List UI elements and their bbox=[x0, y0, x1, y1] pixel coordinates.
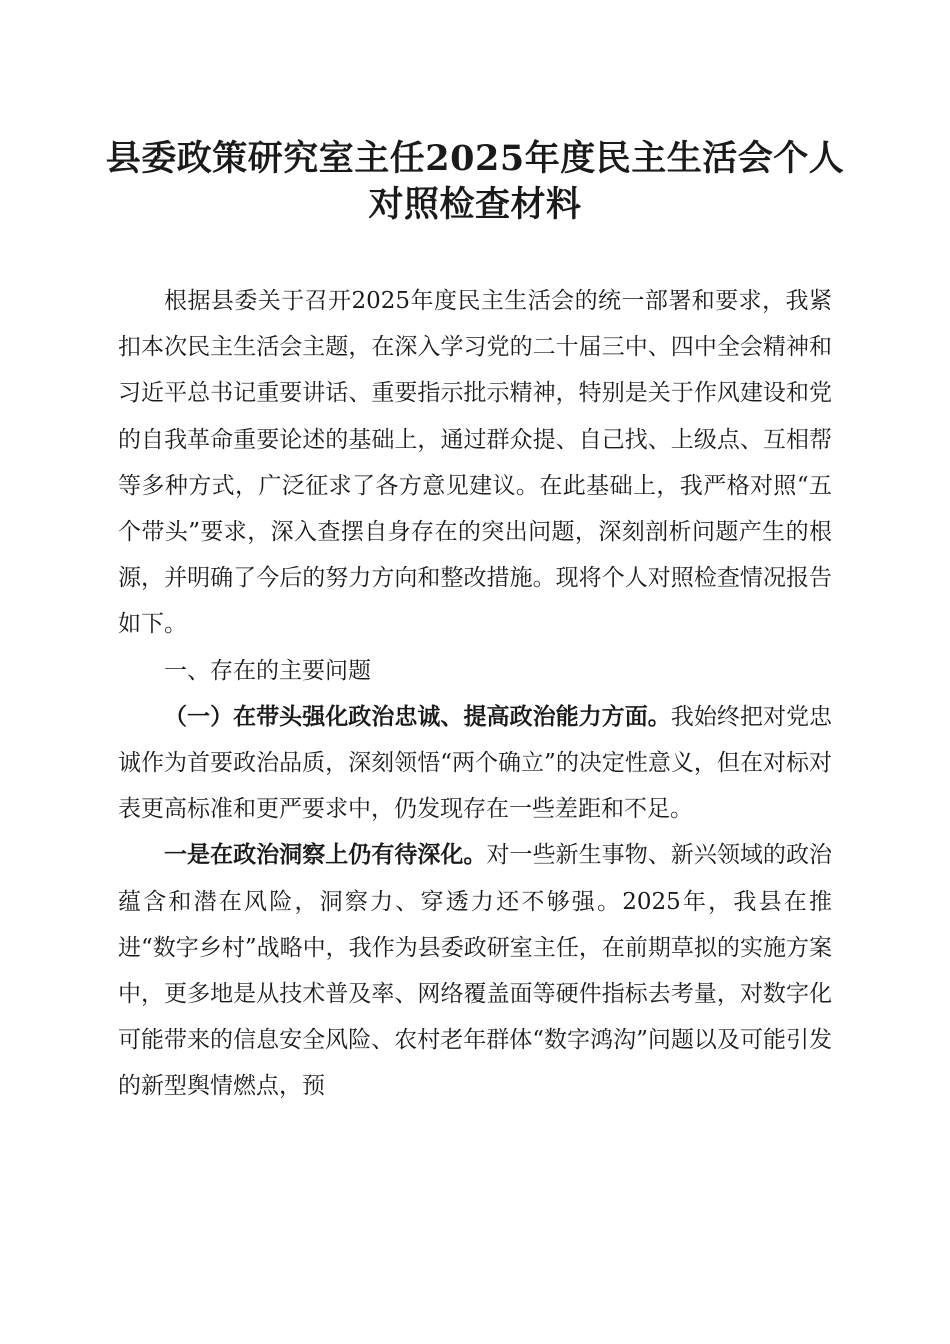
intro-paragraph: 根据县委关于召开2025年度民主生活会的统一部署和要求，我紧扣本次民主生活会主题，在深入学习党的二十届三中、四中全会精神和习近平总书记重要讲话、重要指示批示精神，特别是关于作风建设和党的自我革命重要论述的基础上，通过群众提、自己找、上级点、互相帮等多种方式，广泛征求了各方意见建议。在此基础上，我严格对照“五个带头”要求，深入查摆自身存在的突出问题，深刻剖析问题产生的根源，并明确了今后的努力方向和整改措施。现将个人对照检查情况报告如下。 bbox=[118, 288, 832, 638]
subsection-lead: （一）在带头强化政治忠诚、提高政治能力方面。 bbox=[164, 702, 671, 730]
point-text: 对一些新生事物、新兴领域的政治蕴含和潜在风险，洞察力、穿透力还不够强。2025年，我县在推进“数字乡村”战略中，我作为县委政研室主任，在前期草拟的实施方案中，更多地是从技术普及率、网络覆盖面等硬件指标去考量，对数字化可能带来的信息安全风险、农村老年群体“数字鸿沟”问题以及可能引发的新型舆情燃点，预 bbox=[118, 842, 833, 1100]
document-title: 县委政策研究室主任2025年度民主生活会个人对照检查材料 bbox=[105, 138, 845, 225]
section-heading-problems: 一、存在的主要问题 bbox=[164, 657, 371, 684]
subsection-paragraph-political-loyalty bbox=[118, 694, 832, 833]
subsection-text: 我始终把对党忠诚作为首要政治品质，深刻领悟“两个确立”的决定性意义，但在对标对表更高标准和更严要求中，仍发现存在一些差距和不足。 bbox=[118, 703, 833, 823]
point-paragraph-political-insight bbox=[118, 832, 832, 1109]
document-body bbox=[118, 278, 832, 1110]
point-lead: 一是在政治洞察上仍有待深化。 bbox=[164, 841, 487, 869]
